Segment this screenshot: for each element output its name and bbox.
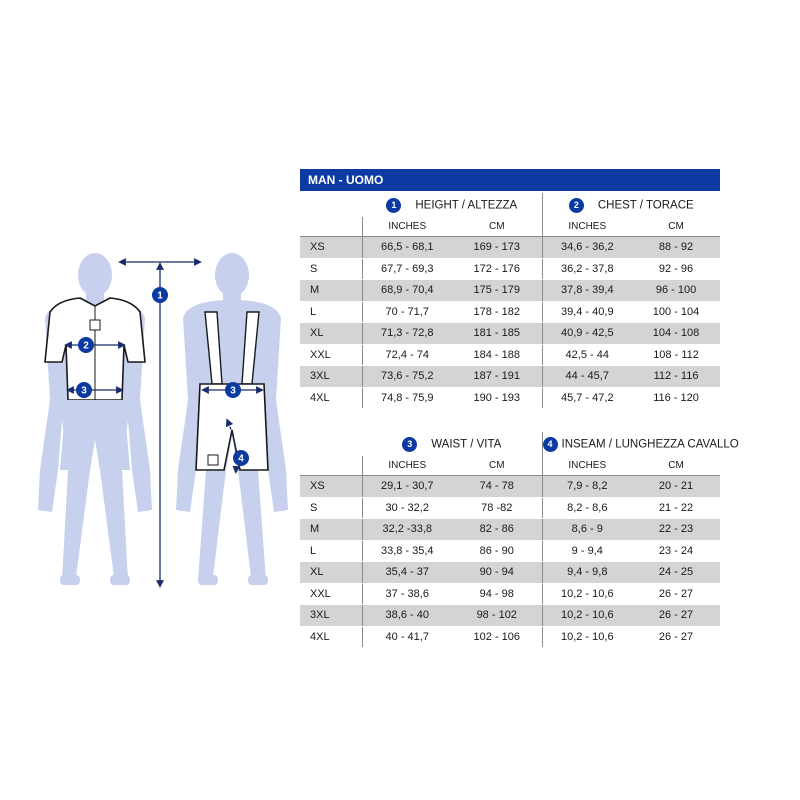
table-cell: 10,2 - 10,6 <box>542 605 632 627</box>
table-cell: 37 - 38,6 <box>362 583 452 605</box>
table-row <box>300 323 720 345</box>
table-cell: 184 - 188 <box>452 344 542 366</box>
back-figure <box>176 253 288 585</box>
table-row <box>300 366 720 388</box>
table-cell: 9,4 - 9,8 <box>542 562 632 584</box>
chest-number-badge: 2 <box>569 198 584 213</box>
marker-height <box>152 287 168 303</box>
table-row <box>300 301 720 323</box>
height-chest-table <box>300 193 720 409</box>
marker-waist-front <box>76 382 92 398</box>
table-cell: 26 - 27 <box>632 583 720 605</box>
table-cell: 37,8 - 39,4 <box>542 280 632 302</box>
table-cell: 45,7 - 47,2 <box>542 387 632 409</box>
table-row <box>300 387 720 409</box>
table-row <box>300 476 720 498</box>
svg-text:3: 3 <box>230 385 236 397</box>
size-label: XXL <box>300 583 362 605</box>
table-cell: 108 - 112 <box>632 344 720 366</box>
table-cell: 68,9 - 70,4 <box>362 280 452 302</box>
table-cell: 30 - 32,2 <box>362 497 452 519</box>
table-cell: 82 - 86 <box>452 519 542 541</box>
table-cell: 187 - 191 <box>452 366 542 388</box>
chest-inches-header: INCHES <box>542 217 632 237</box>
table-cell: 44 - 45,7 <box>542 366 632 388</box>
table-cell: 8,6 - 9 <box>542 519 632 541</box>
height-group-header <box>362 193 542 217</box>
table-cell: 23 - 24 <box>632 540 720 562</box>
table-row <box>300 562 720 584</box>
table-cell: 40,9 - 42,5 <box>542 323 632 345</box>
table-cell: 116 - 120 <box>632 387 720 409</box>
table-row <box>300 344 720 366</box>
table-row <box>300 280 720 302</box>
table-cell: 190 - 193 <box>452 387 542 409</box>
marker-chest <box>78 337 94 353</box>
table-cell: 34,6 - 36,2 <box>542 237 632 259</box>
table-row <box>300 583 720 605</box>
table-cell: 104 - 108 <box>632 323 720 345</box>
size-label: XXL <box>300 344 362 366</box>
inseam-title: INSEAM / LUNGHEZZA CAVALLO <box>561 438 739 450</box>
size-label: L <box>300 301 362 323</box>
table-row <box>300 497 720 519</box>
size-label: XL <box>300 323 362 345</box>
svg-text:3: 3 <box>81 385 87 397</box>
table-cell: 78 -82 <box>452 497 542 519</box>
table-cell: 10,2 - 10,6 <box>542 583 632 605</box>
height-cm-header: CM <box>452 217 542 237</box>
chest-group-header <box>542 193 720 217</box>
table-cell: 178 - 182 <box>452 301 542 323</box>
chest-title: CHEST / TORACE <box>597 199 694 211</box>
size-label: 4XL <box>300 626 362 648</box>
table-cell: 86 - 90 <box>452 540 542 562</box>
size-label: M <box>300 280 362 302</box>
size-label: M <box>300 519 362 541</box>
table-cell: 29,1 - 30,7 <box>362 476 452 498</box>
table-cell: 73,6 - 75,2 <box>362 366 452 388</box>
svg-text:2: 2 <box>83 340 89 352</box>
size-label: S <box>300 497 362 519</box>
table-cell: 26 - 27 <box>632 626 720 648</box>
table-cell: 74,8 - 75,9 <box>362 387 452 409</box>
size-label: 3XL <box>300 605 362 627</box>
inseam-inches-header: INCHES <box>542 456 632 476</box>
table-cell: 112 - 116 <box>632 366 720 388</box>
waist-inches-header: INCHES <box>362 456 452 476</box>
table-cell: 96 - 100 <box>632 280 720 302</box>
table-cell: 39,4 - 40,9 <box>542 301 632 323</box>
table-cell: 66,5 - 68,1 <box>362 237 452 259</box>
table-cell: 26 - 27 <box>632 605 720 627</box>
table-cell: 90 - 94 <box>452 562 542 584</box>
table-cell: 40 - 41,7 <box>362 626 452 648</box>
table-row <box>300 605 720 627</box>
table-cell: 70 - 71,7 <box>362 301 452 323</box>
waist-inseam-table <box>300 432 739 648</box>
front-figure <box>38 253 152 585</box>
table-cell: 181 - 185 <box>452 323 542 345</box>
size-label: XS <box>300 237 362 259</box>
marker-waist-back <box>225 382 241 398</box>
table-cell: 74 - 78 <box>452 476 542 498</box>
height-number-badge: 1 <box>386 198 401 213</box>
section-banner: MAN - UOMO <box>300 169 720 191</box>
table-cell: 67,7 - 69,3 <box>362 258 452 280</box>
table-cell: 21 - 22 <box>632 497 720 519</box>
waist-group-header <box>362 432 542 456</box>
height-title: HEIGHT / ALTEZZA <box>415 199 518 211</box>
table-row <box>300 540 720 562</box>
size-label: XS <box>300 476 362 498</box>
table-cell: 98 - 102 <box>452 605 542 627</box>
chest-cm-header: CM <box>632 217 720 237</box>
inseam-cm-header: CM <box>632 456 720 476</box>
svg-text:1: 1 <box>157 290 163 302</box>
inseam-number-badge: 4 <box>543 437 558 452</box>
svg-text:4: 4 <box>238 453 244 465</box>
table-cell: 33,8 - 35,4 <box>362 540 452 562</box>
size-label: 3XL <box>300 366 362 388</box>
height-inches-header: INCHES <box>362 217 452 237</box>
size-label: L <box>300 540 362 562</box>
table-cell: 94 - 98 <box>452 583 542 605</box>
table-cell: 8,2 - 8,6 <box>542 497 632 519</box>
waist-cm-header: CM <box>452 456 542 476</box>
table-cell: 9 - 9,4 <box>542 540 632 562</box>
table-cell: 102 - 106 <box>452 626 542 648</box>
table-cell: 92 - 96 <box>632 258 720 280</box>
table-cell: 24 - 25 <box>632 562 720 584</box>
size-label: S <box>300 258 362 280</box>
table-cell: 10,2 - 10,6 <box>542 626 632 648</box>
waist-title: WAIST / VITA <box>431 438 502 450</box>
table-row <box>300 237 720 259</box>
table-cell: 71,3 - 72,8 <box>362 323 452 345</box>
table-cell: 36,2 - 37,8 <box>542 258 632 280</box>
table-cell: 38,6 - 40 <box>362 605 452 627</box>
table-row <box>300 519 720 541</box>
size-label: XL <box>300 562 362 584</box>
table-cell: 22 - 23 <box>632 519 720 541</box>
table-cell: 100 - 104 <box>632 301 720 323</box>
table-cell: 20 - 21 <box>632 476 720 498</box>
inseam-group-header <box>542 432 739 456</box>
table-cell: 32,2 -33,8 <box>362 519 452 541</box>
table-cell: 169 - 173 <box>452 237 542 259</box>
waist-number-badge: 3 <box>402 437 417 452</box>
marker-inseam <box>233 450 249 466</box>
table-row <box>300 258 720 280</box>
table-cell: 72,4 - 74 <box>362 344 452 366</box>
table-cell: 7,9 - 8,2 <box>542 476 632 498</box>
table-cell: 175 - 179 <box>452 280 542 302</box>
table-cell: 88 - 92 <box>632 237 720 259</box>
table-cell: 42,5 - 44 <box>542 344 632 366</box>
table-cell: 172 - 176 <box>452 258 542 280</box>
table-cell: 35,4 - 37 <box>362 562 452 584</box>
table-row <box>300 626 720 648</box>
size-label: 4XL <box>300 387 362 409</box>
